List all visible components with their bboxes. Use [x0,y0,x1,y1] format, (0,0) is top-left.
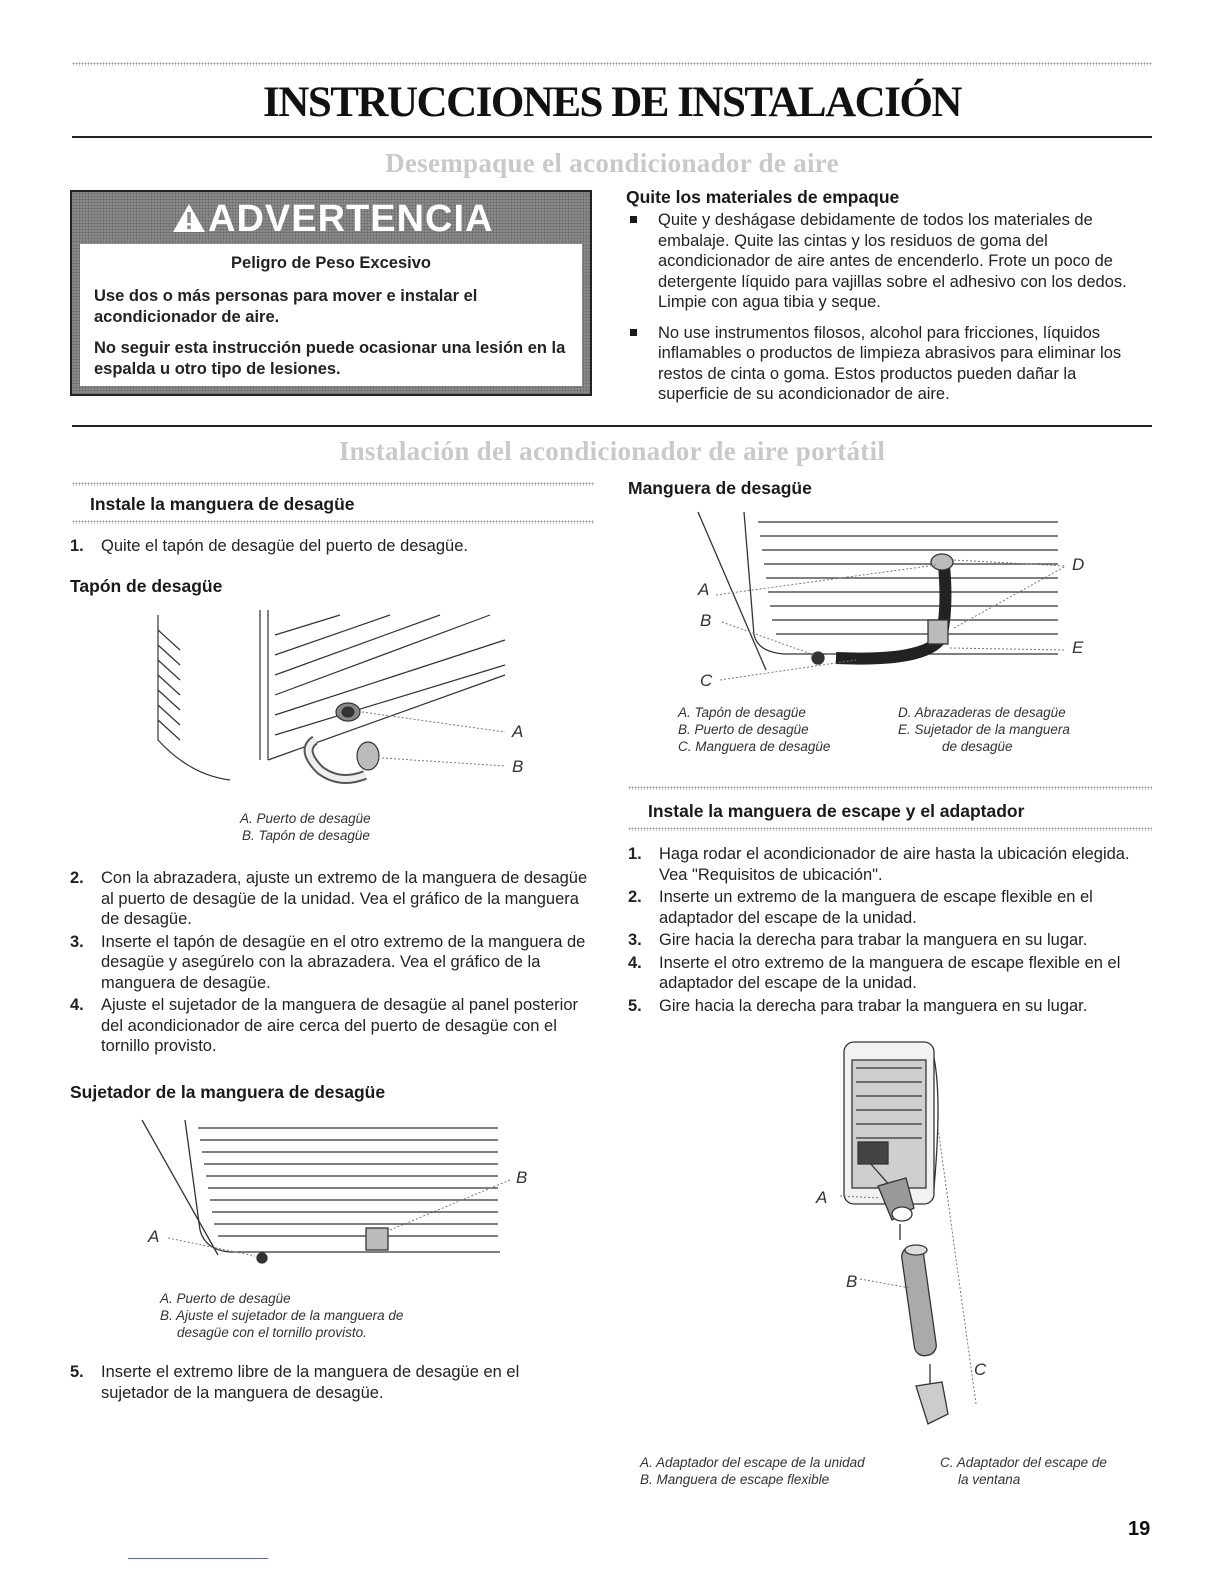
list-item: 3. Inserte el tapón de desagüe en el otro extremo de la manguera de desagüe y asegúrelo con la abrazadera. Vea el gráfico de la manguera de desagüe. [70,932,586,992]
bullet-square-icon [630,329,637,336]
drain-steps-2-4 [70,868,588,1059]
list-item: 4. Inserte el otro extremo de la manguera de escape flexible en el adaptador del escape de la unidad. [628,953,1121,992]
warning-text-2: No seguir esta instrucción puede ocasionar una lesión en la espalda u otro tipo de lesiones. [94,339,566,378]
drain-plug-heading: Tapón de desagüe [70,576,223,596]
fig3-caption-right: D. Abrazaderas de desagüe E. Sujetador de la manguera de desagüe [898,705,1070,754]
list-item: Quite y deshágase debidamente de todos los materiales de embalaje. Quite las cintas y los residuos de goma del acondicionador de aire antes de encenderlo. Frote un poco de detergente líquido para vajillas sobre el adhesivo con los dedos. Limpie con agua tibia y seque. [626,210,1150,313]
warning-text-1: Use dos o más personas para mover e instalar el acondicionador de aire. [94,287,478,326]
list-item: No use instrumentos filosos, alcohol para fricciones, líquidos inflamables o productos de limpieza abrasivos para eliminar los restos de cinta o goma. Estos productos pueden dañar la superficie de su acondicionador de aire. [626,323,1150,405]
warning-subtitle: Peligro de Peso Excesivo [231,254,431,272]
warning-triangle-icon [172,203,206,233]
section-title-install: Instalación del acondicionador de aire portátil [338,436,886,466]
list-item: 1. Quite el tapón de desagüe del puerto de desagüe. [70,537,468,555]
bullet-square-icon [630,216,637,223]
list-item: 2. Inserte un extremo de la manguera de escape flexible en el adaptador del escape de la unidad. [628,888,1093,927]
fig3-label-d: D [1072,555,1085,574]
right-heading-band-bottom [628,827,1152,831]
warning-label: ADVERTENCIA [208,198,494,240]
section-divider [72,425,1152,427]
right-heading-band-top [628,786,1152,790]
fig3-label-a: A [698,580,710,599]
warning-header [72,192,590,244]
hose-holder-heading: Sujetador de la manguera de desagüe [70,1082,386,1102]
left-heading-band-bottom [72,520,594,524]
fig3-label-b: B [700,611,712,630]
fig4-caption-right: C. Adaptador del escape de la ventana [940,1455,1107,1487]
drain-step-1 [70,536,590,559]
section-title-unpack: Desempaque el acondicionador de aire [385,148,839,178]
drain-hose-illustration [696,510,1096,690]
fig4-label-a: A [816,1188,828,1207]
list-item: 5. Gire hacia la derecha para trabar la manguera en su lugar. [628,996,1088,1015]
warning-bottom-border [72,386,590,394]
warning-box [70,190,592,396]
exhaust-steps [628,844,1148,1018]
fig2-caption: A. Puerto de desagüe B. Ajuste el sujetador de la manguera de desagüe con el tornillo provisto. [160,1291,404,1340]
page-number: 19 [1128,1518,1151,1540]
remove-packaging-list [626,210,1150,415]
fig1-label-b: B [512,757,524,776]
list-item: 2. Con la abrazadera, ajuste un extremo de la manguera de desagüe al puerto de desagüe de la unidad. Vea el gráfico de la manguera de desagüe. [70,869,588,928]
bottom-link-underline [128,1558,268,1559]
drain-hose-heading: Instale la manguera de desagüe [90,494,355,514]
exhaust-heading: Instale la manguera de escape y el adaptador [648,801,1025,821]
list-item: 1. Haga rodar el acondicionador de aire hasta la ubicación elegida. Vea "Requisitos de ubicación". [628,845,1130,884]
top-dotted-band [72,62,1152,66]
list-item: 5. Inserte el extremo libre de la manguera de desagüe en el sujetador de la manguera de desagüe. [70,1363,520,1402]
fig3-caption-left: A. Tapón de desagüe B. Puerto de desagüe C. Manguera de desagüe [678,705,831,754]
remove-packaging-heading: Quite los materiales de empaque [626,187,900,207]
page-title: INSTRUCCIONES DE INSTALACIÓN [263,79,961,126]
drain-plug-illustration [150,600,530,800]
fig4-label-b: B [846,1272,858,1291]
title-underline [72,136,1152,138]
fig2-label-b: B [516,1168,528,1187]
fig1-label-a: A [512,722,524,741]
fig3-label-e: E [1072,638,1084,657]
left-heading-band-top [72,482,594,486]
fig4-caption-left: A. Adaptador del escape de la unidad B. Manguera de escape flexible [640,1455,865,1487]
drain-step-5 [70,1362,588,1405]
fig2-label-a: A [148,1227,160,1246]
exhaust-hose-illustration [830,1038,1010,1458]
fig1-caption: A. Puerto de desagüe B. Tapón de desagüe [240,811,371,843]
list-item: 4. Ajuste el sujetador de la manguera de desagüe al panel posterior del acondicionador de aire cerca del puerto de desagüe con el tornillo provisto. [70,996,578,1055]
hose-holder-illustration [140,1110,520,1270]
fig4-label-c: C [974,1360,987,1379]
drain-hose-figure-heading: Manguera de desagüe [628,478,812,498]
fig3-label-c: C [700,671,713,690]
list-item: 3. Gire hacia la derecha para trabar la manguera en su lugar. [628,931,1088,949]
